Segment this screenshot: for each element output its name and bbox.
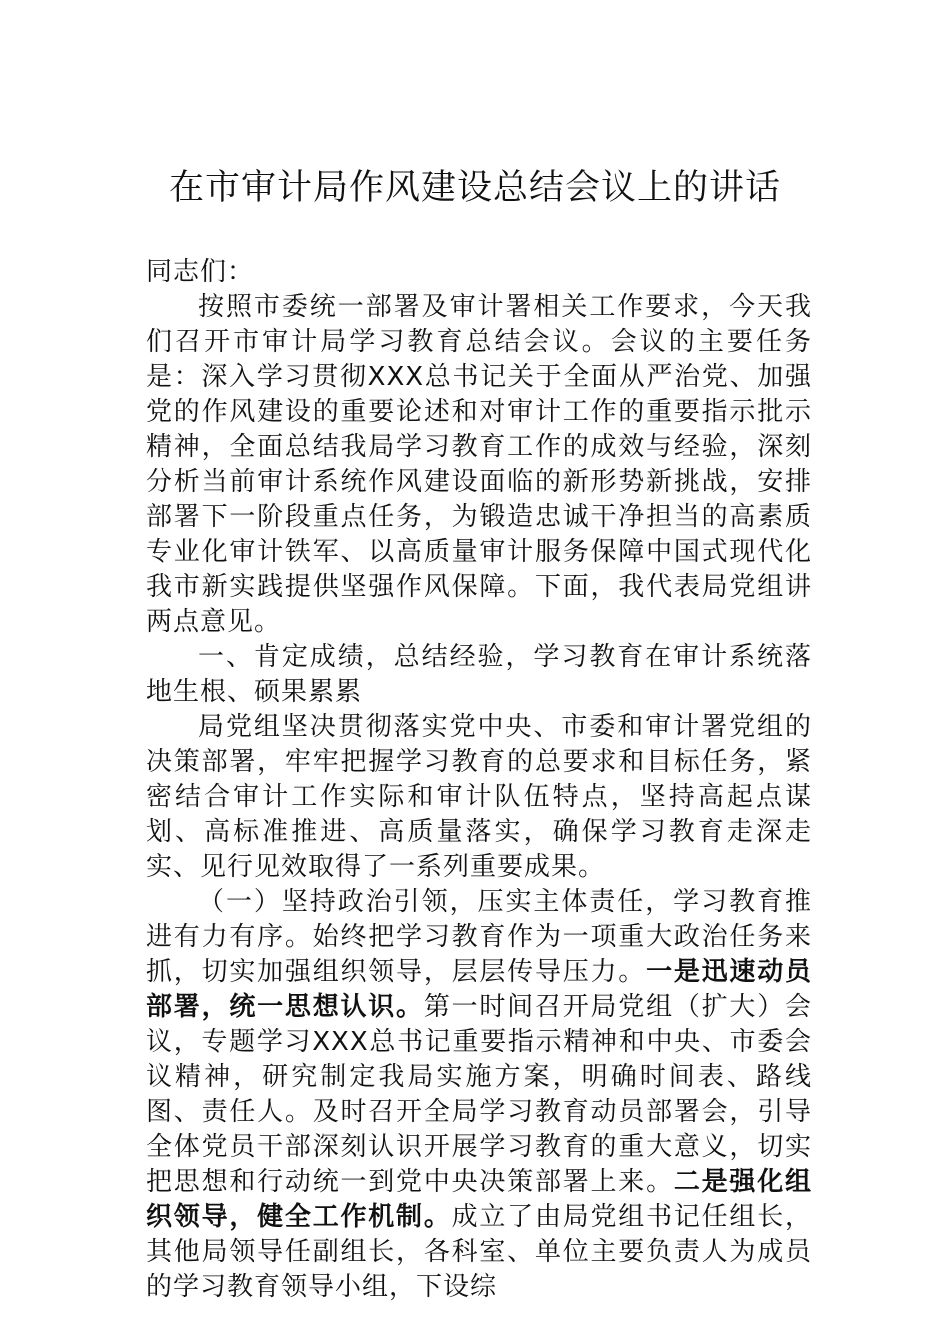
paragraph-intro: 按照市委统一部署及审计署相关工作要求，今天我们召开市审计局学习教育总结会议。会议的主要任务是：深入学习贯彻XXX总书记关于全面从严治党、加强党的作风建设的重要论述和对审计工作的重要指示批示精神，全面总结我局学习教育工作的成效与经验，深刻分析当前审计系统作风建设面临的新形势新挑战，安排部署下一阶段重点任务，为锻造忠诚干净担当的高素质专业化审计铁军、以高质量审计服务保障中国式现代化我市新实践提供坚强作风保障。下面，我代表局党组讲两点意见。 — [146, 292, 812, 637]
point-1-text: 第一时间召开局党组（扩大）会议，专题学习XXX总书记重要指示精神和中央、市委会议精神，研究制定我局实施方案，明确时间表、路线图、责任人。及时召开全局学习教育动员部署会，引导全体党员干部深刻认识开展学习教育的重大意义，切实把思想和行动统一到党中央决策部署上来。 — [146, 992, 812, 1197]
paragraph-subsection-1 — [146, 885, 812, 1305]
point-1-heading: 一是迅速动员部署，统一思想认识。 — [146, 957, 812, 1022]
document-body — [146, 255, 812, 1305]
point-2-text: 成立了由局党组书记任组长，其他局领导任副组长，各科室、单位主要负责人为成员的学习教育领导小组，下设综 — [146, 1202, 812, 1302]
point-2-heading: 二是强化组织领导，健全工作机制。 — [146, 1167, 812, 1232]
salutation: 同志们： — [146, 257, 255, 287]
subsection-1-intro: （一）坚持政治引领，压实主体责任，学习教育推进有力有序。始终把学习教育作为一项重大政治任务来抓，切实加强组织领导，层层传导压力。 — [146, 887, 812, 987]
document-title: 在市审计局作风建设总结会议上的讲话 — [168, 168, 781, 208]
paragraph-section-1: 局党组坚决贯彻落实党中央、市委和审计署党组的决策部署，牢牢把握学习教育的总要求和目标任务，紧密结合审计工作实际和审计队伍特点，坚持高起点谋划、高标准推进、高质量落实，确保学习教育走深走实、见行见效取得了一系列重要成果。 — [146, 712, 812, 882]
section-heading-1: 一、肯定成绩，总结经验，学习教育在审计系统落地生根、硕果累累 — [146, 642, 812, 707]
